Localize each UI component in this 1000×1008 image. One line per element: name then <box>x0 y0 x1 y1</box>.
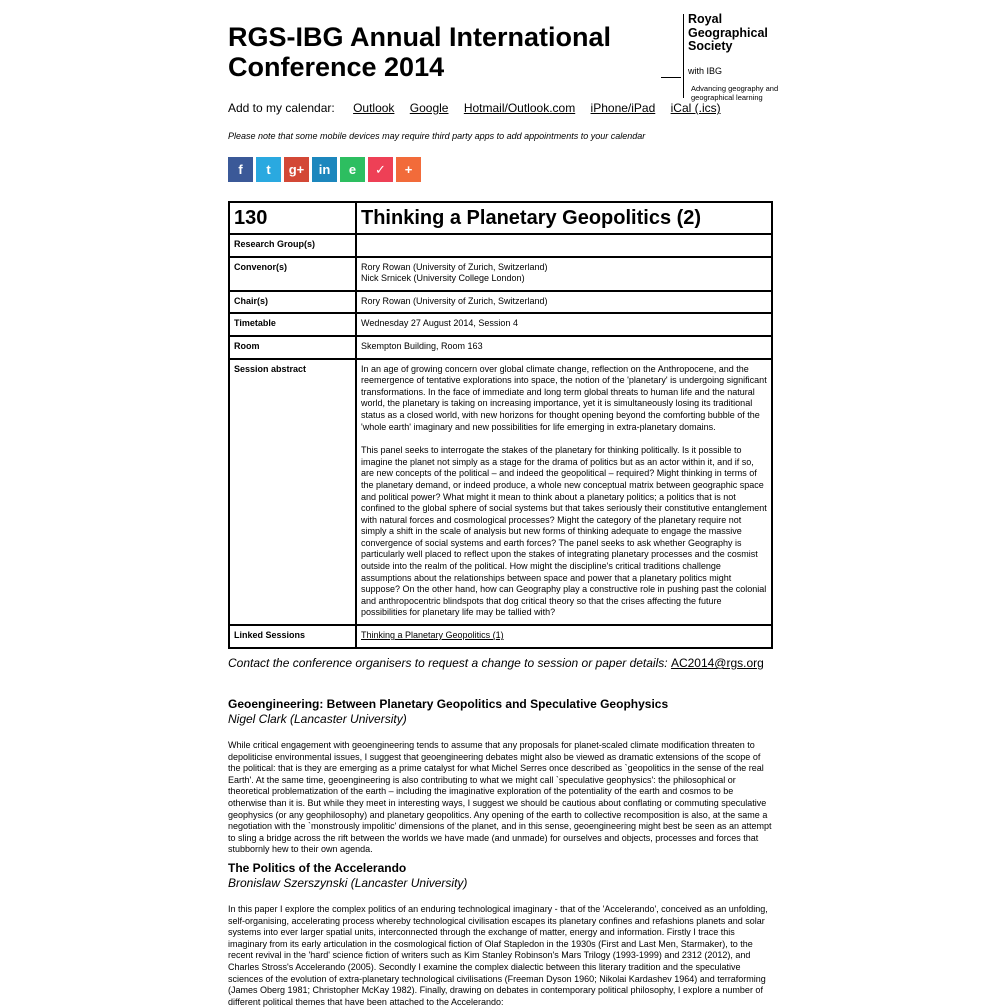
calendar-link-hotmail[interactable]: Hotmail/Outlook.com <box>463 101 576 115</box>
paper-abstract: In this paper I explore the complex politics of an enduring technological imaginary - that of the 'Accelerando', conceived as an unfolding, self-organising, accelerating process whereby technological civilisation escapes its planetary confines and refashions planets and solar systems into ever larger spatial units, interconnected through the exchange of matter, energy and information. Firstly I trace this imaginary from its early articulation in the cosmological fiction of Olaf Stapledon in the 1930s (First and Last Men, Starmaker), to the recent revival in the 'hard' science fiction of writers such as Kim Stanley Robinson's Mars Trilogy (1993-1999) and 2312 (2012), and Charles Stross's Accelerando (2005). Secondly I examine the complex dialectic between this literary tradition and the speculative sciences of the evolution of extra-planetary technological civilisations (Freeman Dyson 1960; Nikolai Kardashev 1964) and terraforming (James Oberg 1981; Christopher McKay 1982). Finally, drawing on debates in contemporary political philosophy, I explore a number of different political themes that have been attached to the Accelerando: <box>228 904 768 1007</box>
linked-sessions-value <box>356 625 772 648</box>
logo-name <box>688 13 768 54</box>
calendar-link-google[interactable]: Google <box>409 101 449 115</box>
research-groups-value <box>356 234 772 257</box>
chairs-label: Chair(s) <box>229 291 356 314</box>
twitter-icon[interactable]: t <box>256 157 281 182</box>
contact-email-link[interactable]: AC2014@rgs.org <box>670 656 764 670</box>
session-title: Thinking a Planetary Geopolitics (2) <box>356 202 772 234</box>
evernote-icon[interactable]: e <box>340 157 365 182</box>
linkedin-icon[interactable]: in <box>312 157 337 182</box>
table-row <box>229 291 772 314</box>
logo-name-line: Royal <box>688 12 723 26</box>
table-row <box>229 313 772 336</box>
conference-title: RGS-IBG Annual International Conference 2014 <box>228 22 612 82</box>
share-bar <box>228 157 421 182</box>
rgs-logo[interactable] <box>661 10 781 100</box>
abstract-paragraph: In an age of growing concern over global climate change, reflection on the Anthropocene, and the reemergence of tentative explorations into space, the notion of the 'planetary' is undergoing significant transformations. In the face of immediate and long term global threats to human life and the natural world, the planetary is taking on increasing importance, yet it is simultaneously losing its traditional status as a closed world, with new horizons for thought opening beyond the comforting bubble of the 'whole earth' imaginary and new possibilities for life emerging in extra-planetary domains. <box>361 363 767 432</box>
table-row <box>229 625 772 648</box>
research-groups-label: Research Group(s) <box>229 234 356 257</box>
logo-with-ibg <box>688 66 722 76</box>
convenor-name: Rory Rowan (University of Zurich, Switzerland) <box>361 261 548 272</box>
contact-note <box>228 656 764 670</box>
table-row <box>229 336 772 359</box>
paper-abstract: While critical engagement with geoengineering tends to assume that any proposals for planet-scaled climate modification threaten to depoliticise environmental issues, I suggest that geoengineering debates might also be viewed as dramatic extensions of the scope of the political: that is they are emerging as a prime catalyst for what Michel Serres once described as `geopolitics in the sense of the real Earth'. At the same time, geoengineering is also contributing to what we might call `speculative geophysics': the philosophical or theoretical problematization of the earth – including the imaginative exploration of the potentiality of the earth and cosmos to be otherwise than it is. But while they meet in interesting ways, I suggest we should be cautious about conflating or commuting speculative geophysics (or any geophilosophy) and planetary geopolitics. Any opening of the earth to collective recomposition is also, at the same a negotiation with the `monstrously impolitic' dimensions of the planet, and in this sense, geoengineering might best be seen as an attempt to sling a bridge across the rift between the worlds we have made (and unmade) for ourselves and objects, processes and forces that stubbornly hew to their own agenda. <box>228 740 772 855</box>
convenors-value <box>356 257 772 291</box>
linked-session-link[interactable]: Thinking a Planetary Geopolitics (1) <box>361 630 504 641</box>
logo-horizontal-rule <box>661 77 681 78</box>
convenor-name: Nick Srnicek (University College London) <box>361 273 525 284</box>
room-label: Room <box>229 336 356 359</box>
session-header-row <box>229 202 772 234</box>
calendar-label: Add to my calendar: <box>228 101 335 115</box>
table-row <box>229 257 772 291</box>
timetable-label: Timetable <box>229 313 356 336</box>
table-row <box>229 234 772 257</box>
timetable-value: Wednesday 27 August 2014, Session 4 <box>356 313 772 336</box>
more-share-icon[interactable]: + <box>396 157 421 182</box>
session-table <box>228 201 773 649</box>
abstract-label: Session abstract <box>229 359 356 625</box>
logo-tagline: Advancing geography and geographical learning <box>691 84 779 102</box>
logo-name-line: Geographical <box>688 25 768 40</box>
logo-vertical-rule <box>683 14 684 98</box>
logo-with: with <box>688 66 705 76</box>
calendar-link-outlook[interactable]: Outlook <box>353 101 395 115</box>
session-number: 130 <box>229 202 356 234</box>
calendar-link-iphone[interactable]: iPhone/iPad <box>590 101 656 115</box>
facebook-icon[interactable]: f <box>228 157 253 182</box>
paper <box>228 697 774 856</box>
mobile-note: Please note that some mobile devices may require third party apps to add appointments to your calendar <box>228 131 646 141</box>
paper-title: Geoengineering: Between Planetary Geopolitics and Speculative Geophysics <box>228 697 669 711</box>
pocket-icon[interactable]: ✓ <box>368 157 393 182</box>
paper-author: Bronislaw Szerszynski (Lancaster University) <box>228 876 468 890</box>
calendar-link-ical[interactable]: iCal (.ics) <box>670 101 721 115</box>
logo-ibg: IBG <box>706 66 723 76</box>
logo-name-line: Society <box>688 39 733 53</box>
table-row <box>229 359 772 625</box>
chairs-value: Rory Rowan (University of Zurich, Switzerland) <box>356 291 772 314</box>
abstract-paragraph: This panel seeks to interrogate the stakes of the planetary for thinking politically. Is it possible to imagine the planet not simply as a stage for the drama of politics but as an actor within it, and if so, are new concepts of the political – and indeed the geopolitical – required? Might thinking in terms of the planetary demand, or indeed produce, a whole new conceptual matrix between geographic space and political power? What might it mean to think about a planetary politics; a politics that is not confined to the global sphere of social systems but that takes seriously their constitutive entanglement with natural forces and cosmological processes? Might the category of the planetary require not simply a shift in the scale of analysis but new forms of thinking adequate to engage the massive convergence of social systems and earth forces? The panel seeks to ask whether Geography is particularly well placed to reflect upon the stakes of integrating planetary processes and the cosmist outside into the realm of the political. How might the discipline's critical traditions challenge assumptions about the relationships between space and power that a planetary politics might suppose? On the other hand, how can Geography play a constructive role in pushing past the colonial and anthropocentric blindspots that dog critical theory so that the crises affecting the future possibilities for planetary life may be tallied with? <box>361 445 767 618</box>
google-plus-icon[interactable]: g+ <box>284 157 309 182</box>
linked-sessions-label: Linked Sessions <box>229 625 356 648</box>
paper <box>228 861 774 1008</box>
room-value: Skempton Building, Room 163 <box>356 336 772 359</box>
contact-text: Contact the conference organisers to request a change to session or paper details: <box>228 656 671 670</box>
paper-author: Nigel Clark (Lancaster University) <box>228 712 407 726</box>
paper-title: The Politics of the Accelerando <box>228 861 407 875</box>
convenors-label: Convenor(s) <box>229 257 356 291</box>
calendar-bar <box>228 101 727 115</box>
abstract-value <box>356 359 772 625</box>
